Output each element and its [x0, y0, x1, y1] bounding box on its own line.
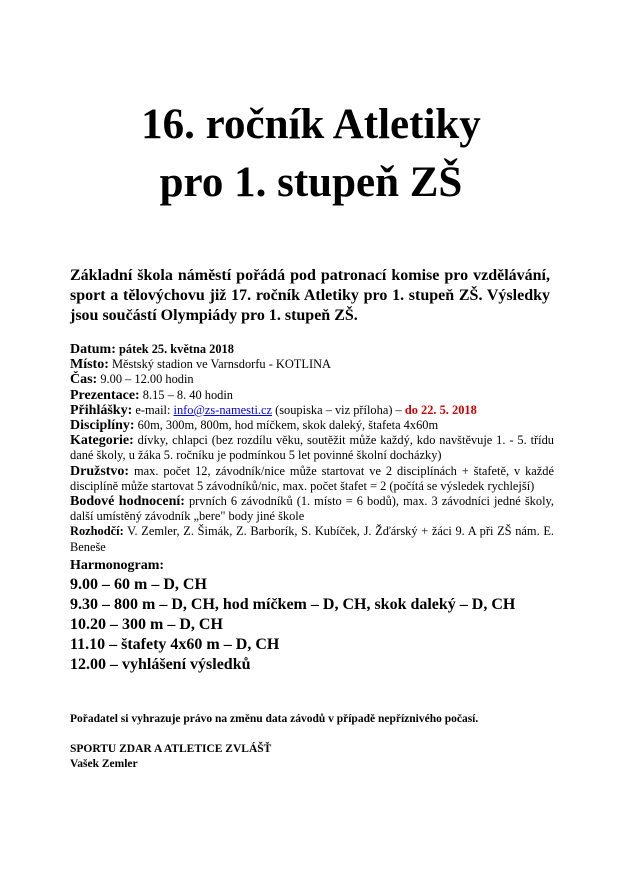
bodove-value: prvních 6 závodníků (1. místo = 6 bodů), max. 3 závodníci jedné školy, další umístěný závodník „bere" body jiné škole [70, 494, 554, 524]
rozhodci-label: Rozhodčí: [70, 524, 124, 539]
datum-label: Datum: [70, 342, 116, 357]
event-info [70, 342, 554, 675]
druzstvo-value: max. počet 12, závodník/nice může startovat ve 2 disciplínách + štafetě, v každé disciplíně může startovat 5 závodníků/nic, max. počet štafet = 2 (počítá se výsledek rychlejší) [70, 463, 554, 493]
prezentace-value: 8.15 – 8. 40 hodin [139, 387, 233, 402]
cas-label: Čas: [70, 372, 98, 388]
footer-motto: SPORTU ZDAR A ATLETICE ZVLÁŠŤ [70, 743, 272, 755]
discipliny-value: 60m, 300m, 800m, hod míčkem, skok daleký, štafeta 4x60m [134, 418, 439, 433]
misto-label: Místo: [70, 357, 109, 373]
discipliny-label: Disciplíny: [70, 418, 135, 434]
harmonogram-item: 11.10 – štafety 4x60 m – D, CH [70, 635, 280, 653]
harmonogram-item: 10.20 – 300 m – D, CH [70, 615, 223, 633]
datum-row [70, 342, 554, 357]
prezentace-label: Prezentace: [70, 387, 140, 403]
footer [70, 742, 271, 772]
rozhodci-row [70, 524, 554, 554]
harmonogram-item: 9.30 – 800 m – D, CH, hod míčkem – D, CH, skok daleký – D, CH [70, 595, 516, 613]
email-link[interactable]: info@zs-namesti.cz [173, 402, 272, 417]
kategorie-row [70, 433, 554, 463]
harmonogram-title: Harmonogram: [70, 557, 165, 573]
kategorie-label: Kategorie: [70, 433, 134, 449]
rozhodci-value: V. Zemler, Z. Šimák, Z. Barborík, S. Kubíček, J. Žďárský + žáci 9. A při ZŠ nám. E. Beneše [70, 524, 554, 554]
misto-value: Městský stadion ve Varnsdorfu - KOTLINA [108, 357, 331, 372]
prihlasky-deadline: do 22. 5. 2018 [404, 402, 477, 417]
intro-paragraph: Základní škola náměstí pořádá pod patronací komise pro vzdělávání, sport a tělovýchovu již 17. ročník Atletiky pro 1. stupeň ZŠ. Výsledky jsou součástí Olympiády pro 1. stupeň ZŠ. [70, 267, 550, 324]
datum-value: pátek 25. května 2018 [115, 342, 234, 356]
prezentace-row [70, 388, 554, 403]
bodove-row [70, 494, 554, 524]
druzstvo-label: Družstvo: [70, 463, 130, 479]
bodove-label: Bodové hodnocení: [70, 494, 185, 510]
harmonogram [70, 557, 554, 675]
title-line-1: 16. ročník Atletiky [141, 101, 481, 148]
misto-row [70, 357, 554, 372]
prihlasky-row [70, 403, 554, 418]
prihlasky-label: Přihlášky: [70, 402, 133, 418]
druzstvo-row [70, 464, 554, 494]
harmonogram-item: 9.00 – 60 m – D, CH [70, 575, 207, 593]
prihlasky-prefix: e-mail: [132, 402, 174, 417]
harmonogram-item: 12.00 – vyhlášení výsledků [70, 655, 251, 673]
discipliny-row [70, 418, 554, 433]
cas-row [70, 372, 554, 387]
prihlasky-middle: (soupiska – viz příloha) – [272, 402, 405, 417]
cas-value: 9.00 – 12.00 hodin [97, 372, 194, 387]
weather-note: Pořadatel si vyhrazuje právo na změnu data závodů v případě nepříznivého počasí. [70, 713, 479, 725]
footer-signature: Vašek Zemler [70, 758, 138, 770]
title-line-2: pro 1. stupeň ZŠ [159, 159, 463, 206]
kategorie-value: dívky, chlapci (bez rozdílu věku, soutěžit může každý, kdo navštěvuje 1. - 5. třídu dané školy, u žáka 5. ročníku je podmínkou 5 let povinné školní docházky) [70, 433, 554, 463]
